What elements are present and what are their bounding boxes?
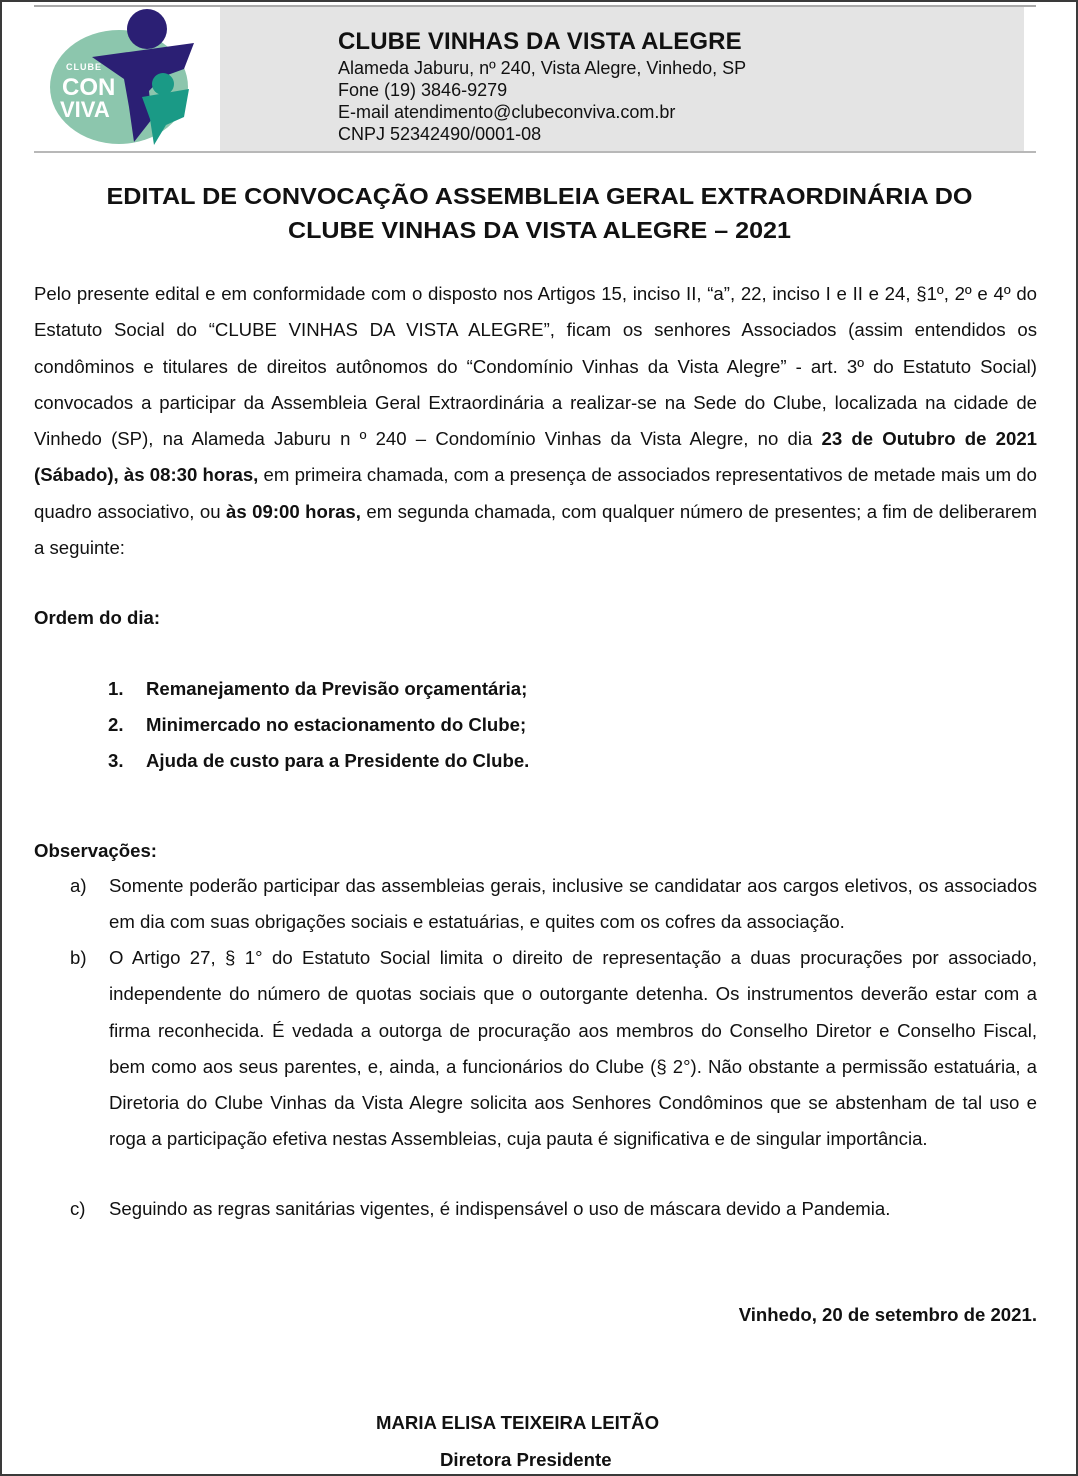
agenda-item-number: 2. <box>108 714 124 735</box>
intro-date-bold: 23 de Outubro de 2021 (Sábado), às 08:30 horas, <box>34 428 1037 486</box>
intro-paragraph <box>34 276 1037 566</box>
agenda-item-text: Minimercado no estacionamento do Clube; <box>146 714 527 735</box>
header-info-panel <box>220 7 1024 151</box>
letterhead <box>34 5 1036 152</box>
agenda-item-number: 1. <box>108 678 124 699</box>
agenda-item-text: Ajuda de custo para a Presidente do Clube. <box>146 750 530 771</box>
intro-text-part2: em primeira chamada, com a presença de associados representativos de metade mais um do quadro associativo, ou <box>34 464 1037 522</box>
logo-head-navy <box>127 9 167 49</box>
org-email: E-mail atendimento@clubeconviva.com.br <box>338 102 676 122</box>
signer-role: Diretora Presidente <box>440 1449 612 1470</box>
org-address: Alameda Jaburu, nº 240, Vista Alegre, Vinhedo, SP <box>338 58 747 78</box>
org-name: CLUBE VINHAS DA VISTA ALEGRE <box>338 28 742 55</box>
logo-text-viva: VIVA <box>60 97 110 122</box>
document-title-line2: CLUBE VINHAS DA VISTA ALEGRE – 2021 <box>287 217 791 243</box>
agenda-item-number: 3. <box>108 750 124 771</box>
logo-container <box>34 7 220 151</box>
intro-text-part1: Pelo presente edital e em conformidade com o disposto nos Artigos 15, inciso II, “a”, 22, inciso I e II e 24, §1º, 2º e 4º do Estatuto Social do “CLUBE VINHAS DA VISTA ALEGRE”, ficam os senhores Associados (assim entendidos os condôminos e titulares de direitos autônomos do “Condomínio Vinhas da Vista Alegre” - art. 3º do Estatuto Social) convocados a participar da Assembleia Geral Extraordinária a realizar-se na Sede do Clube, localizada na cidade de Vinhedo (SP), na Alameda Jaburu n º 240 – Condomínio Vinhas da Vista Alegre, no dia <box>34 283 1037 450</box>
intro-time2-bold: às 09:00 horas, <box>226 500 361 522</box>
observation-text: O Artigo 27, § 1° do Estatuto Social limita o direito de representação a duas procurações por associado, independente do número de quotas sociais que o outorgante detenha. Os instrumentos deverão estar com a firma reconhecida. É vedada a outorga de procuração aos membros do Conselho Diretor e Conselho Fiscal, bem como aos seus parentes, e, ainda, a funcionários do Clube (§ 2°). Não obstante a permissão estatuária, a Diretoria do Clube Vinhas da Vista Alegre solicita aos Senhores Condôminos que se abstenham de tal uso e roga a participação efetiva nestas Assembleias, cuja pauta é significativa e de singular importância. <box>109 947 1037 1150</box>
observation-item <box>70 940 1037 1195</box>
observation-text: Seguindo as regras sanitárias vigentes, é indispensável o uso de máscara devido a Pandemia. <box>109 1198 891 1219</box>
document-title-line1: EDITAL DE CONVOCAÇÃO ASSEMBLEIA GERAL EXTRAORDINÁRIA DO <box>105 183 972 209</box>
place-and-date: Vinhedo, 20 de setembro de 2021. <box>738 1304 1037 1325</box>
observations-heading: Observações: <box>34 840 157 861</box>
observation-label: c) <box>70 1198 86 1219</box>
agenda-item <box>108 714 526 736</box>
agenda-item <box>108 750 529 772</box>
org-cnpj: CNPJ 52342490/0001-08 <box>338 124 542 144</box>
agenda-heading: Ordem do dia: <box>34 607 161 628</box>
header-divider-bottom <box>34 151 1036 153</box>
signer-name: MARIA ELISA TEIXEIRA LEITÃO <box>376 1412 660 1433</box>
observation-item <box>70 868 1037 941</box>
logo-text-con: CON <box>62 74 116 101</box>
observation-label: b) <box>70 947 87 968</box>
observation-item <box>70 1191 1037 1228</box>
club-logo-icon <box>44 7 204 151</box>
observation-label: a) <box>70 875 87 896</box>
org-phone: Fone (19) 3846-9279 <box>338 80 508 100</box>
logo-head-teal <box>152 73 174 95</box>
intro-text-part3: em segunda chamada, com qualquer número de presentes; a fim de deliberarem a seguinte: <box>34 500 1037 559</box>
observation-text: Somente poderão participar das assembleias gerais, inclusive se candidatar aos cargos eletivos, os associados em dia com suas obrigações sociais e estatuárias, e quites com os cofres da associação. <box>109 875 1037 933</box>
agenda-item <box>108 678 527 700</box>
logo-text-small: CLUBE <box>66 62 102 72</box>
agenda-item-text: Remanejamento da Previsão orçamentária; <box>146 678 528 699</box>
